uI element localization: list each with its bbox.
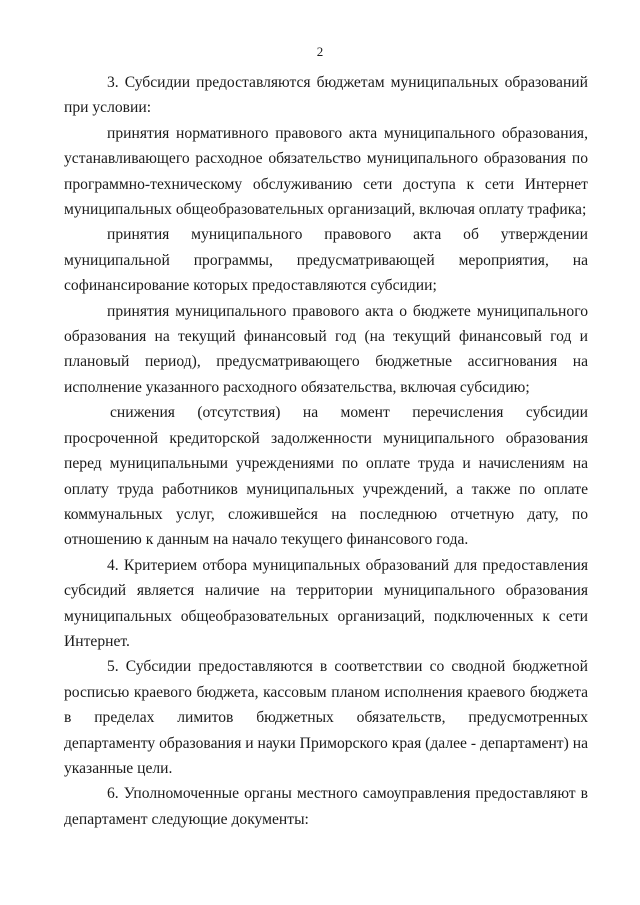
document-body xyxy=(64,70,588,832)
paragraph-3-subsidies-conditions: 3. Субсидии предоставляются бюджетам муниципальных образований при условии: xyxy=(64,74,588,117)
page-number: 2 xyxy=(316,44,324,59)
paragraph-budget-act: принятия муниципального правового акта о бюджете муниципального образования на текущий финансовый год (на текущий финансовый год и плановый период), предусматривающего бюджетные ассигнования на исполнение указанного расходного обязательства, включая субсидию; xyxy=(64,302,588,396)
paragraph-4-selection-criteria: 4. Критерием отбора муниципальных образований для предоставления субсидий является наличие на территории муниципального образования муниципальных общеобразовательных организаций, подключенных к сети Интернет. xyxy=(64,556,588,650)
paragraph-overdue-debt: снижения (отсутствия) на момент перечисления субсидии просроченной кредиторской задолженности муниципального образования перед муниципальными учреждениями по оплате труда и начислениям на оплату труда работников муниципальных учреждений, а также по оплате коммунальных услуг, сложившейся на последнюю отчетную дату, по отношению к данным на начало текущего финансового года. xyxy=(64,404,588,549)
paragraph-5-subsidy-provision: 5. Субсидии предоставляются в соответствии со сводной бюджетной росписью краевого бюджета, кассовым планом исполнения краевого бюджета в пределах лимитов бюджетных обязательств, предусмотренных департаменту образования и науки Приморского края (далее - департамент) на указанные цели. xyxy=(64,658,588,777)
paragraph-normative-act: принятия нормативного правового акта муниципального образования, устанавливающего расходное обязательство муниципального образования по программно-техническому обслуживанию сети доступа к сети Интернет муниципальных общеобразовательных организаций, включая оплату трафика; xyxy=(64,124,588,219)
paragraph-municipal-program: принятия муниципального правового акта об утверждении муниципальной программы, предусматривающей мероприятия, на софинансирование которых предоставляются субсидии; xyxy=(64,226,588,295)
paragraph-6-documents: 6. Уполномоченные органы местного самоуправления предоставляют в департамент следующие документы: xyxy=(64,785,588,828)
